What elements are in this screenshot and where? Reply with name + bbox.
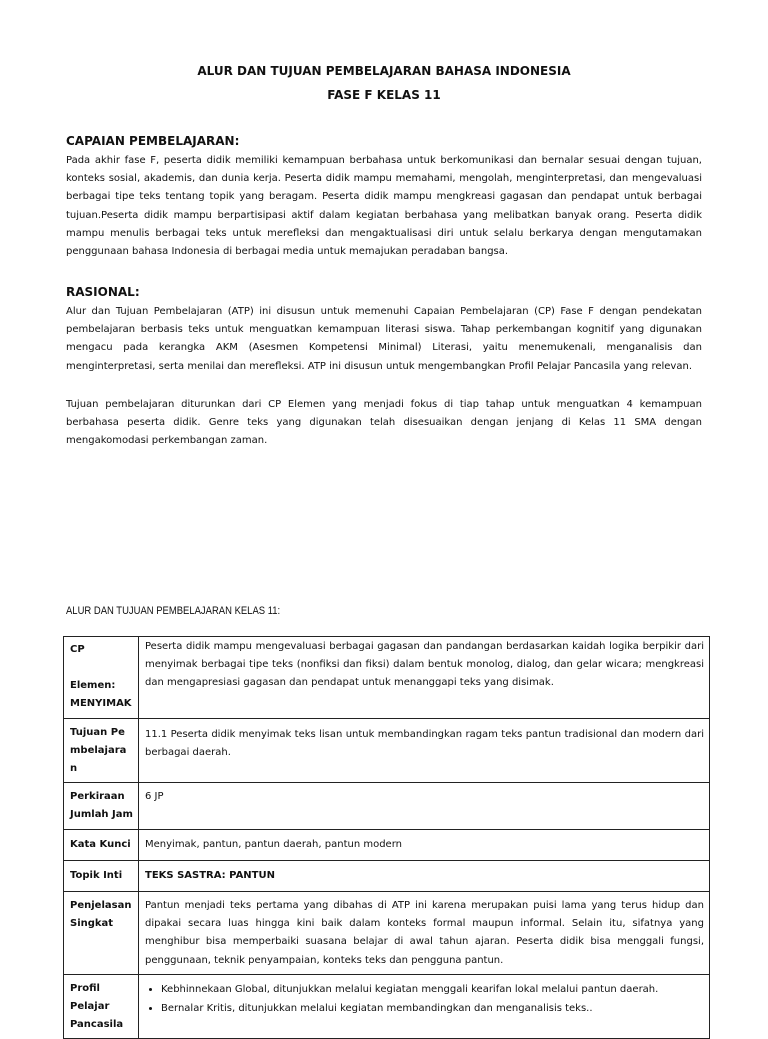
alur-heading: ALUR DAN TUJUAN PEMBELAJARAN KELAS 11: xyxy=(66,605,281,617)
tujuan-label: Tujuan Pembelajaran xyxy=(64,718,139,783)
perkiraan-value: 6 JP xyxy=(139,783,710,829)
rasional-paragraph-2: Tujuan pembelajaran diturunkan dari CP Elemen yang menjadi fokus di tiap tahap untuk menguatkan 4 kemampuan berbahasa peserta didik. Genre teks yang digunakan telah disesuaikan dengan jenjang di Kelas 11 SMA dengan mengakomodasi perkembangan zaman. xyxy=(66,399,702,447)
capaian-paragraph: Pada akhir fase F, peserta didik memiliki kemampuan berbahasa untuk berkomunikasi dan bernalar sesuai dengan tujuan, konteks sosial, akademis, dan dunia kerja. Peserta didik mampu memahami, mengolah, menginterpretasi, dan mengevaluasi berbagai tipe teks tentang topik yang beragam. Peserta didik mampu mengkreasi gagasan dan pendapat untuk berbagai tujuan.Peserta didik mampu berpartisipasi aktif dalam kegiatan berbahasa yang melibatkan banyak orang. Peserta didik mampu menulis berbagai teks untuk merefleksi dan mengaktualisasi diri untuk selalu berkarya dengan mengutamakan penggunaan bahasa Indonesia di berbagai media untuk memajukan peradaban bangsa. xyxy=(66,155,702,258)
table-row-tujuan xyxy=(64,718,710,783)
list-item: • Kebhinnekaan Global, ditunjukkan melalui kegiatan menggali kearifan lokal melalui pantun daerah. xyxy=(161,980,704,999)
table-row-kata-kunci xyxy=(64,829,710,860)
list-item: • Bernalar Kritis, ditunjukkan melalui kegiatan membandingkan dan menganalisis teks.. xyxy=(161,999,704,1018)
kata-kunci-value: Menyimak, pantun, pantun daerah, pantun modern xyxy=(139,829,710,860)
rasional-heading: RASIONAL: xyxy=(66,285,140,299)
elemen-value: MENYIMAK xyxy=(70,698,132,710)
topik-value: TEKS SASTRA: PANTUN xyxy=(139,860,710,891)
table-row-topik xyxy=(64,860,710,891)
document-title: ALUR DAN TUJUAN PEMBELAJARAN BAHASA INDONESIA xyxy=(197,64,571,78)
table-row-perkiraan xyxy=(64,783,710,829)
elemen-label: Elemen: xyxy=(70,680,116,692)
cp-value: Peserta didik mampu mengevaluasi berbagai gagasan dan pandangan berdasarkan kaidah logika berpikir dari menyimak berbagai tipe teks (nonfiksi dan fiksi) dalam bentuk monolog, dialog, dan gelar wicara; mengkreasi dan mengapresiasi gagasan dan pendapat untuk menanggapi teks yang disimak. xyxy=(139,637,710,719)
table-row-profil xyxy=(64,974,710,1039)
kata-kunci-label: Kata Kunci xyxy=(64,829,139,860)
profil-label: Profil Pelajar Pancasila xyxy=(64,974,139,1039)
penjelasan-value: Pantun menjadi teks pertama yang dibahas di ATP ini karena merupakan puisi lama yang terus hidup dan dipakai secara luas hingga kini baik dalam konteks formal maupun informal. Selain itu, sifatnya yang menghibur bisa memperbaiki suasana belajar di awal tahun ajaran. Peserta didik bisa menggali fungsi, penggunaan, teknik penyampaian, konteks teks dan pengguna pantun. xyxy=(139,892,710,975)
cp-label: CP xyxy=(70,644,85,655)
document-subtitle: FASE F KELAS 11 xyxy=(327,88,441,102)
profil-value xyxy=(139,974,710,1039)
profil-list xyxy=(145,980,704,1018)
penjelasan-label: Penjelasan Singkat xyxy=(64,892,139,975)
table-row-penjelasan xyxy=(64,892,710,975)
atp-table xyxy=(63,636,710,1039)
topik-label: Topik Inti xyxy=(64,860,139,891)
rasional-paragraph-1: Alur dan Tujuan Pembelajaran (ATP) ini disusun untuk memenuhi Capaian Pembelajaran (CP) Fase F dengan pendekatan pembelajaran berbasis teks untuk menguatkan kemampuan literasi siswa. Tahap perkembangan kognitif yang digunakan mengacu pada kerangka AKM (Asesmen Kompetensi Minimal) Literasi, yaitu menemukenali, menganalisis dan menginterpretasi, serta menilai dan merefleksi. ATP ini disusun untuk mengembangkan Profil Pelajar Pancasila yang relevan. xyxy=(66,306,702,372)
capaian-heading: CAPAIAN PEMBELAJARAN: xyxy=(66,134,240,148)
tujuan-value: 11.1 Peserta didik menyimak teks lisan untuk membandingkan ragam teks pantun tradisional dan modern dari berbagai daerah. xyxy=(139,718,710,783)
cp-label-cell xyxy=(64,637,139,719)
table-row-cp xyxy=(64,637,710,719)
perkiraan-label: Perkiraan Jumlah Jam xyxy=(64,783,139,829)
